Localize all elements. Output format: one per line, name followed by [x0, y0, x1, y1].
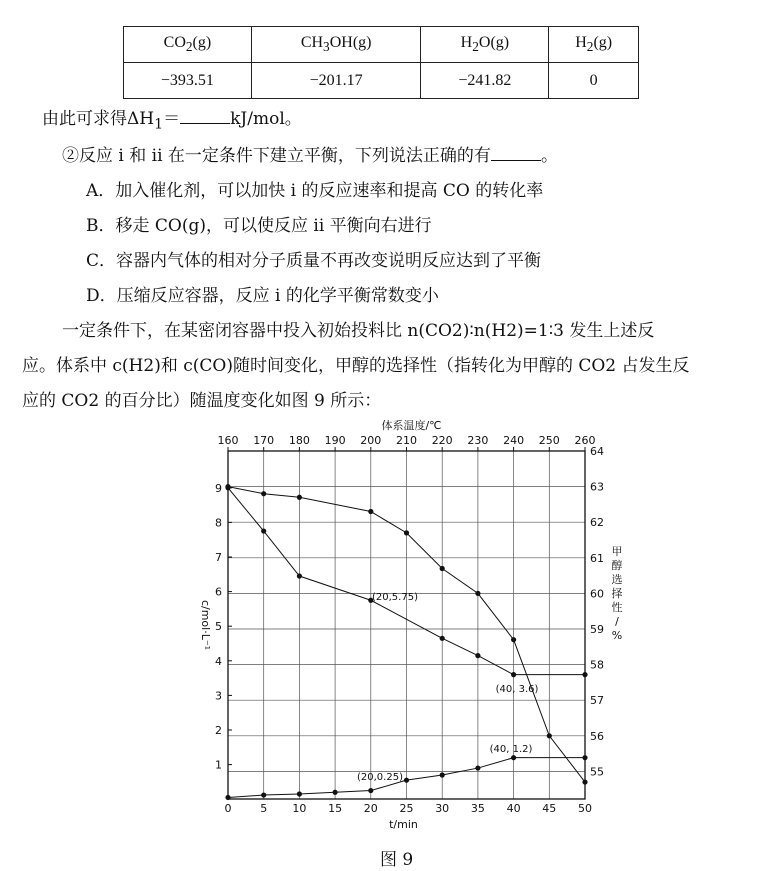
- right-tick-label: 63: [590, 480, 604, 494]
- series-point: [225, 484, 230, 489]
- right-tick-label: 57: [590, 694, 604, 708]
- series-point: [440, 772, 445, 777]
- option-b: B．移走 CO(g)，可以使反应 ii 平衡向右进行: [86, 216, 432, 236]
- series-point: [475, 653, 480, 658]
- series-point: [261, 491, 266, 496]
- series-point: [582, 779, 587, 784]
- series-point: [297, 495, 302, 500]
- option-c: C．容器内气体的相对分子质量不再改变说明反应达到了平衡: [86, 251, 542, 271]
- right-tick-label: 61: [590, 551, 604, 565]
- series-point: [261, 528, 266, 533]
- right-axis-label-char: 择: [611, 587, 623, 600]
- paragraph-line-1: 一定条件下，在某密闭容器中投入初始投料比 n(CO2)∶n(H2)=1∶3 发生上述反: [62, 321, 655, 341]
- left-tick-label: 6: [215, 585, 222, 599]
- line1-sub: 1: [154, 116, 164, 133]
- left-tick-label: 7: [215, 551, 222, 564]
- bottom-tick-label: 40: [506, 802, 521, 815]
- bottom-tick-label: 5: [260, 802, 268, 815]
- series-point: [297, 573, 302, 578]
- annotation-20-0.25: (20,0.25): [357, 772, 403, 783]
- option-a: A．加入催化剂，可以加快 i 的反应速率和提高 CO 的转化率: [86, 181, 544, 201]
- header-h2o: $H_2O(g)$: [421, 27, 549, 63]
- value-co2: −393.51: [124, 63, 252, 99]
- right-tick-label: 55: [590, 765, 604, 779]
- series-point: [475, 591, 480, 596]
- series-point: [368, 788, 373, 793]
- paragraph-line-2: 应。体系中 c(H2)和 c(CO)随时间变化，甲醇的选择性（指转化为甲醇的 CO2 占发生反: [22, 356, 690, 376]
- paragraph-line-3: 应的 CO2 的百分比）随温度变化如图 9 所示：: [22, 391, 382, 411]
- header-co2: $CO_2(g)$: [124, 27, 252, 63]
- right-tick-label: 59: [590, 623, 604, 636]
- annotation-40-1.2: (40, 1.2): [489, 744, 533, 755]
- bottom-tick-label: 45: [542, 802, 557, 815]
- series-point: [582, 672, 587, 677]
- left-tick-label: 1: [215, 758, 222, 772]
- series-point: [511, 755, 516, 760]
- header-h2: $H_2(g)$: [549, 27, 639, 63]
- series-point: [225, 795, 230, 800]
- series-point: [511, 637, 516, 642]
- top-axis-label: 体系温度/℃: [381, 419, 442, 432]
- series-point: [297, 791, 302, 796]
- series-point: [582, 755, 587, 760]
- left-tick-label: 2: [215, 724, 222, 737]
- left-tick-label: 9: [215, 481, 222, 495]
- value-h2o: −241.82: [421, 63, 549, 99]
- line1-post: ＝: [163, 109, 181, 129]
- top-tick-label: 200: [360, 434, 382, 447]
- line1-pre: 由此可求得ΔH: [42, 109, 155, 129]
- value-h2: 0: [549, 63, 639, 99]
- q2-end: 。: [540, 146, 558, 166]
- series-point: [368, 509, 373, 514]
- top-tick-label: 210: [396, 434, 417, 447]
- left-tick-label: 3: [215, 689, 222, 703]
- right-tick-label: 58: [590, 658, 604, 672]
- q2-text: ②反应 i 和 ii 在一定条件下建立平衡，下列说法正确的有: [62, 146, 491, 166]
- series-point: [440, 566, 445, 571]
- right-axis-label-char: 选: [611, 573, 623, 586]
- series-point: [547, 733, 552, 738]
- series-point: [261, 792, 266, 797]
- series-point: [404, 530, 409, 535]
- right-axis-label-char: 醇: [611, 559, 623, 572]
- figure-caption: 图 9: [380, 850, 414, 870]
- top-tick-label: 170: [253, 434, 275, 447]
- top-tick-label: 250: [538, 434, 560, 447]
- top-tick-label: 220: [431, 434, 453, 447]
- right-axis-label-char: 甲: [611, 545, 623, 558]
- top-tick-label: 240: [503, 434, 525, 447]
- top-tick-label: 180: [288, 434, 310, 447]
- annotation-40-3.6: (40, 3.6): [495, 684, 539, 695]
- series-point: [404, 778, 409, 783]
- right-axis-label-char: 性: [611, 601, 623, 614]
- bottom-tick-label-zero: 0: [224, 802, 232, 815]
- series-point: [511, 672, 516, 677]
- bottom-axis-label: t/min: [389, 818, 418, 831]
- top-tick-label: 190: [324, 434, 346, 447]
- right-tick-label: 62: [590, 516, 604, 530]
- bottom-tick-label: 20: [363, 802, 378, 815]
- top-tick-label: 230: [467, 434, 489, 447]
- annotation-20-5.75: (20,5.75): [372, 592, 418, 603]
- right-tick-label: 64: [590, 445, 604, 458]
- bottom-tick-label: 15: [328, 802, 343, 815]
- bottom-tick-label: 25: [399, 802, 414, 815]
- line1-unit: kJ/mol。: [230, 109, 302, 129]
- top-tick-label: 260: [574, 434, 596, 447]
- bottom-tick-label: 10: [292, 802, 307, 815]
- series-point: [475, 765, 480, 770]
- top-tick-label: 160: [217, 434, 239, 447]
- left-axis-label: c/mol·L⁻¹: [199, 599, 212, 651]
- header-ch3oh: $CH_3OH(g)$: [251, 27, 421, 63]
- right-tick-label: 56: [590, 729, 604, 743]
- value-ch3oh: −201.17: [251, 63, 421, 99]
- bottom-tick-label: 35: [470, 802, 485, 815]
- left-tick-label: 8: [215, 516, 222, 530]
- bottom-tick-label: 50: [578, 802, 592, 815]
- option-d: D．压缩反应容器，反应 i 的化学平衡常数变小: [86, 286, 439, 306]
- right-tick-label: 60: [590, 587, 604, 601]
- right-axis-label-char: /: [615, 615, 619, 628]
- right-axis-label-char: %: [611, 629, 623, 642]
- left-tick-label: 4: [215, 654, 222, 668]
- bottom-tick-label: 30: [435, 802, 450, 815]
- left-tick-label: 5: [215, 620, 222, 634]
- series-point: [440, 636, 445, 641]
- series-point: [333, 790, 338, 795]
